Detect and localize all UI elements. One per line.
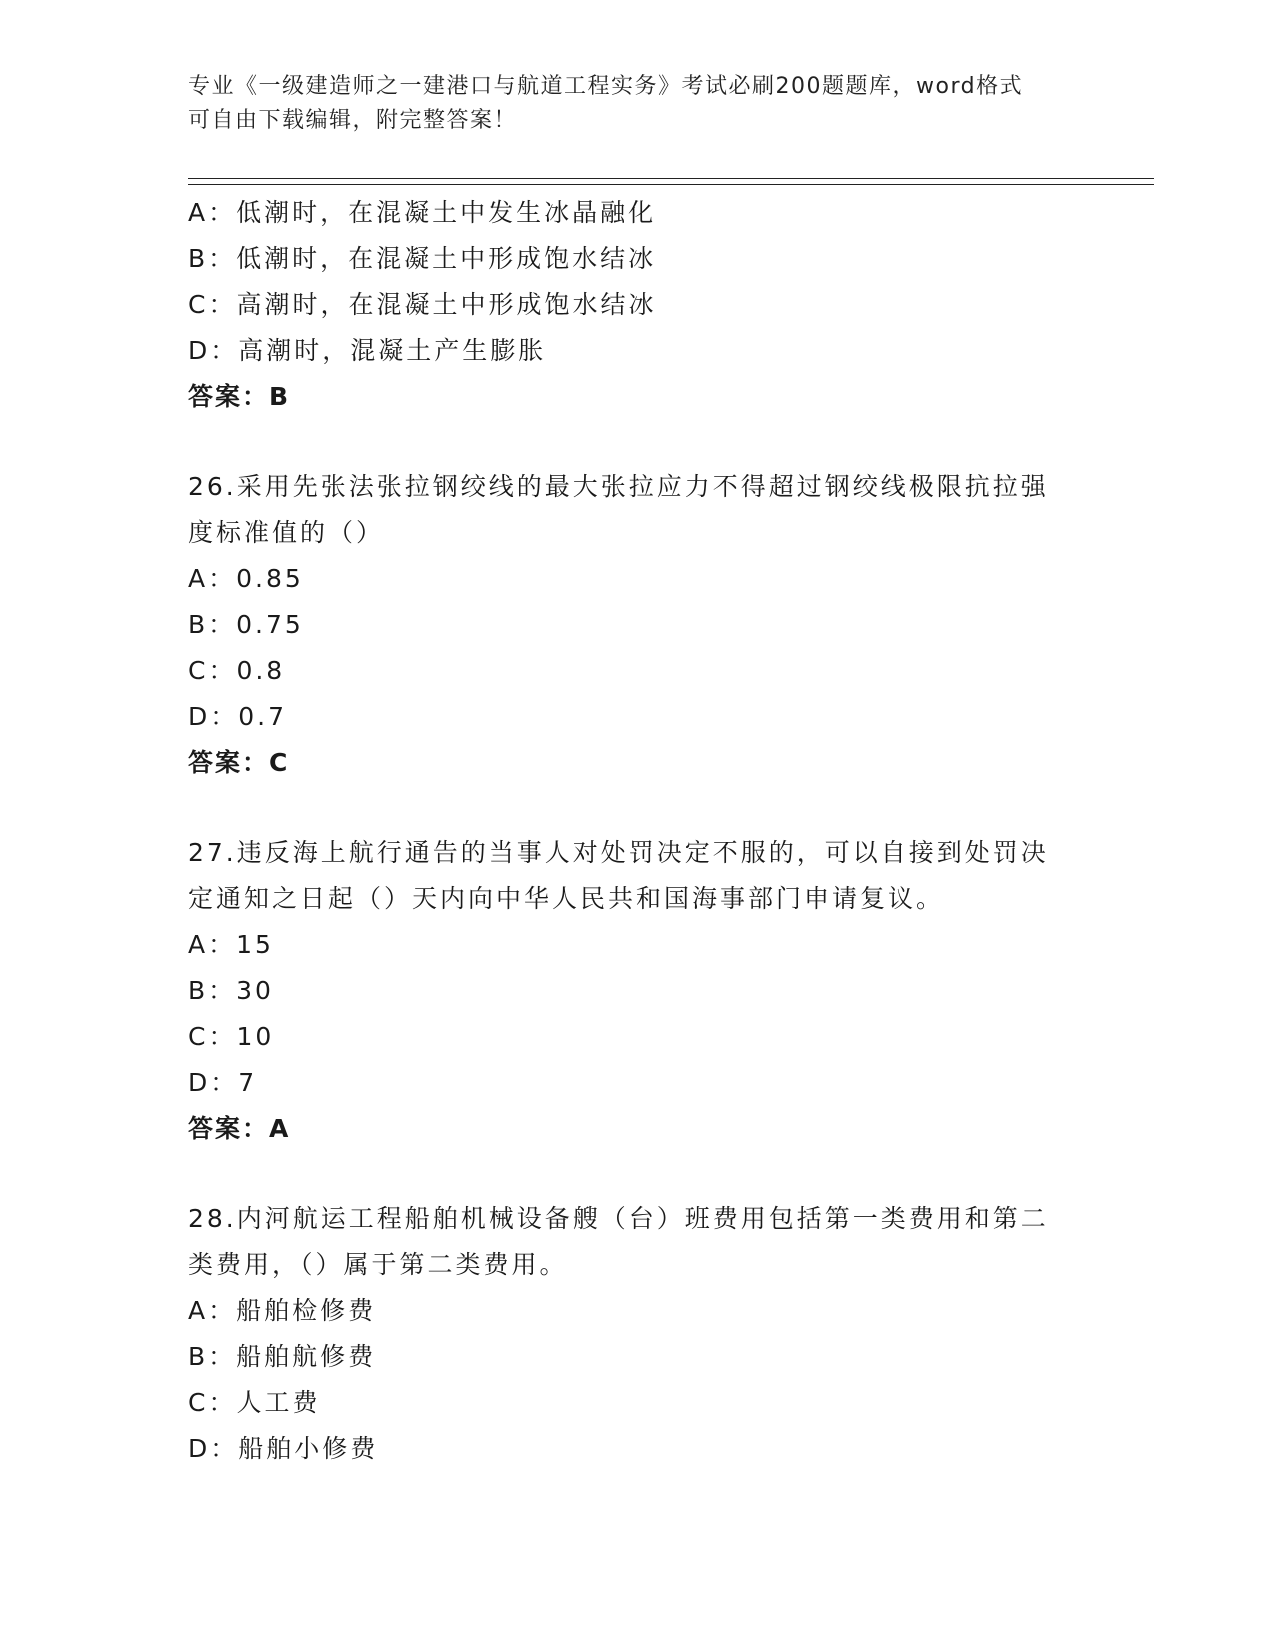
option-b: B：0.75 bbox=[188, 610, 304, 639]
answer-line: 答案：B bbox=[188, 382, 291, 411]
answer-line: 答案：C bbox=[188, 748, 290, 777]
option-c: C：高潮时，在混凝土中形成饱水结冰 bbox=[188, 290, 657, 319]
question-text-line: 28.内河航运工程船舶机械设备艘（台）班费用包括第一类费用和第二 bbox=[188, 1204, 1049, 1233]
option-d: D：船舶小修费 bbox=[188, 1434, 379, 1463]
option-d: D：高潮时，混凝土产生膨胀 bbox=[188, 336, 547, 365]
option-c: C：人工费 bbox=[188, 1388, 321, 1417]
question-text-line: 27.违反海上航行通告的当事人对处罚决定不服的，可以自接到处罚决 bbox=[188, 838, 1049, 867]
option-b: B：30 bbox=[188, 976, 274, 1005]
question-list bbox=[188, 190, 1088, 1472]
option-b: B：低潮时，在混凝土中形成饱水结冰 bbox=[188, 244, 657, 273]
page-header bbox=[188, 70, 1088, 138]
header-line-2: 可自由下载编辑，附完整答案！ bbox=[188, 108, 518, 133]
question-28 bbox=[188, 1196, 1088, 1472]
option-d: D：7 bbox=[188, 1068, 258, 1097]
header-divider bbox=[188, 178, 1154, 185]
option-a: A：船舶检修费 bbox=[188, 1296, 377, 1325]
option-a: A：低潮时，在混凝土中发生冰晶融化 bbox=[188, 198, 657, 227]
option-b: B：船舶航修费 bbox=[188, 1342, 377, 1371]
question-text-line: 定通知之日起（）天内向中华人民共和国海事部门申请复议。 bbox=[188, 884, 945, 913]
option-c: C：10 bbox=[188, 1022, 275, 1051]
option-a: A：15 bbox=[188, 930, 274, 959]
option-d: D：0.7 bbox=[188, 702, 288, 731]
question-text-line: 度标准值的（） bbox=[188, 518, 385, 547]
header-line-1: 专业《一级建造师之一建港口与航道工程实务》考试必刷200题题库，word格式 bbox=[188, 74, 1024, 99]
question-25-continuation bbox=[188, 190, 1088, 420]
question-text-line: 26.采用先张法张拉钢绞线的最大张拉应力不得超过钢绞线极限抗拉强 bbox=[188, 472, 1049, 501]
option-c: C：0.8 bbox=[188, 656, 286, 685]
question-text-line: 类费用，（）属于第二类费用。 bbox=[188, 1250, 568, 1279]
option-a: A：0.85 bbox=[188, 564, 304, 593]
question-26 bbox=[188, 464, 1088, 786]
question-27 bbox=[188, 830, 1088, 1152]
answer-line: 答案：A bbox=[188, 1114, 291, 1143]
